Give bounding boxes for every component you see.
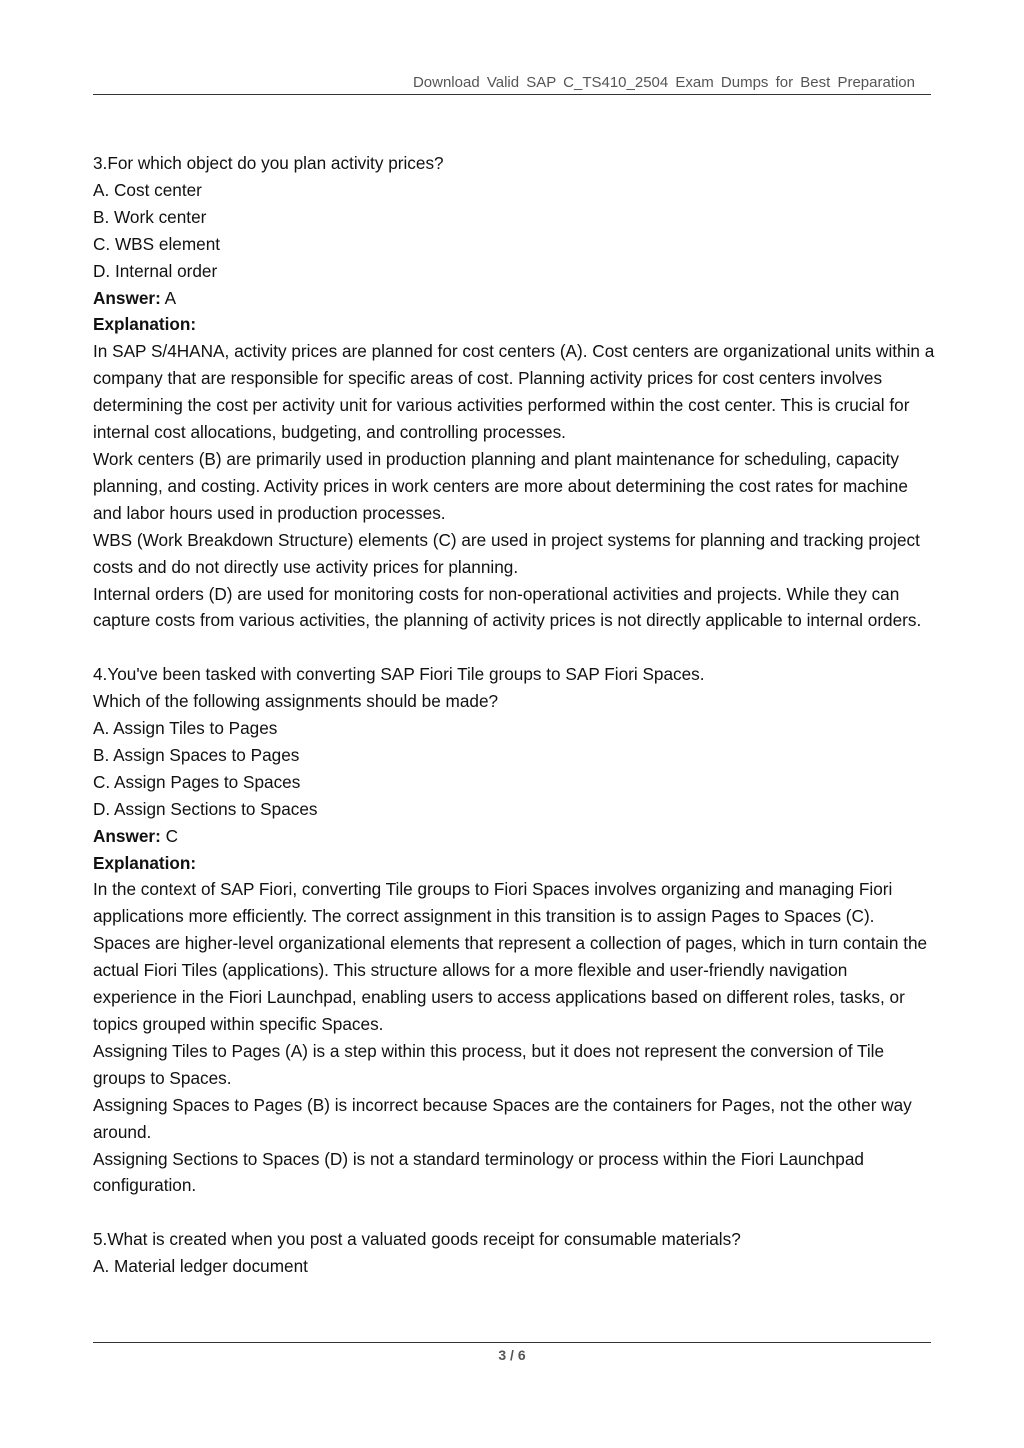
option-b: B. Assign Spaces to Pages (93, 744, 300, 765)
explanation-paragraph: Assigning Tiles to Pages (A) is a step within this process, but it does not represent the conversion of Tile groups to Spaces. (93, 1040, 885, 1088)
answer-value: C (160, 825, 178, 846)
option-a: A. Cost center (93, 179, 202, 200)
explanation-paragraph: WBS (Work Breakdown Structure) elements (C) are used in project systems for planning and tracking project costs and do not directly use activity prices for planning. (93, 529, 920, 577)
answer-label: Answer: (93, 825, 161, 846)
question-5 (93, 1226, 935, 1280)
option-b: B. Work center (93, 206, 207, 227)
answer-line (93, 285, 935, 312)
question-text: 4.You've been tasked with converting SAP Fiori Tile groups to SAP Fiori Spaces. (93, 664, 705, 685)
option-a: A. Assign Tiles to Pages (93, 718, 278, 739)
question-text: Which of the following assignments should be made? (93, 691, 499, 712)
answer-line (93, 823, 935, 850)
explanation-paragraph: Assigning Sections to Spaces (D) is not a standard terminology or process within the Fiori Launchpad configuration. (93, 1148, 864, 1196)
option-c: C. WBS element (93, 233, 221, 254)
page-footer (93, 1342, 931, 1363)
spacer (93, 1199, 935, 1226)
answer-value: A (160, 287, 177, 308)
answer-label: Answer: (93, 287, 161, 308)
question-text: 5.What is created when you post a valuated goods receipt for consumable materials? (93, 1229, 741, 1250)
option-a: A. Material ledger document (93, 1256, 308, 1277)
explanation-label: Explanation: (93, 852, 197, 873)
question-4 (93, 661, 935, 1199)
option-d: D. Assign Sections to Spaces (93, 798, 318, 819)
explanation-paragraph: Work centers (B) are primarily used in production planning and plant maintenance for scheduling, capacity planning, and costing. Activity prices in work centers are more about determining the cost rates for machine and labor hours used in production processes. (93, 448, 908, 523)
question-text: 3.For which object do you plan activity prices? (93, 153, 444, 173)
header-text: Download Valid SAP C_TS410_2504 Exam Dumps for Best Preparation (412, 74, 915, 91)
explanation-paragraph: In SAP S/4HANA, activity prices are planned for cost centers (A). Cost centers are organizational units within a company that are responsible for specific areas of cost. Planning activity prices for cost centers involves determining the cost per activity unit for various activities performed within the cost center. This is crucial for internal cost allocations, budgeting, and controlling processes. (93, 341, 935, 443)
page-number: 3 / 6 (498, 1347, 526, 1363)
explanation-paragraph: Assigning Spaces to Pages (B) is incorrect because Spaces are the containers for Pages, not the other way around. (93, 1094, 912, 1142)
explanation-paragraph: Internal orders (D) are used for monitoring costs for non-operational activities and projects. While they can capture costs from various activities, the planning of activity prices is not directly applicable to internal orders. (93, 583, 922, 631)
page-header (93, 72, 931, 95)
question-3 (93, 150, 935, 634)
spacer (93, 634, 935, 661)
explanation-paragraph: In the context of SAP Fiori, converting Tile groups to Fiori Spaces involves organizing and managing Fiori applications more efficiently. The correct assignment in this transition is to assign Pages to Spaces (C). Spaces are higher-level organizational elements that represent a collection of pages, which in turn contain the actual Fiori Tiles (applications). This structure allows for a more flexible and user-friendly navigation experience in the Fiori Launchpad, enabling users to access applications based on different roles, tasks, or topics grouped within specific Spaces. (93, 879, 928, 1034)
option-d: D. Internal order (93, 260, 218, 281)
document-body (93, 150, 935, 1280)
option-c: C. Assign Pages to Spaces (93, 771, 301, 792)
explanation-label: Explanation: (93, 314, 197, 335)
